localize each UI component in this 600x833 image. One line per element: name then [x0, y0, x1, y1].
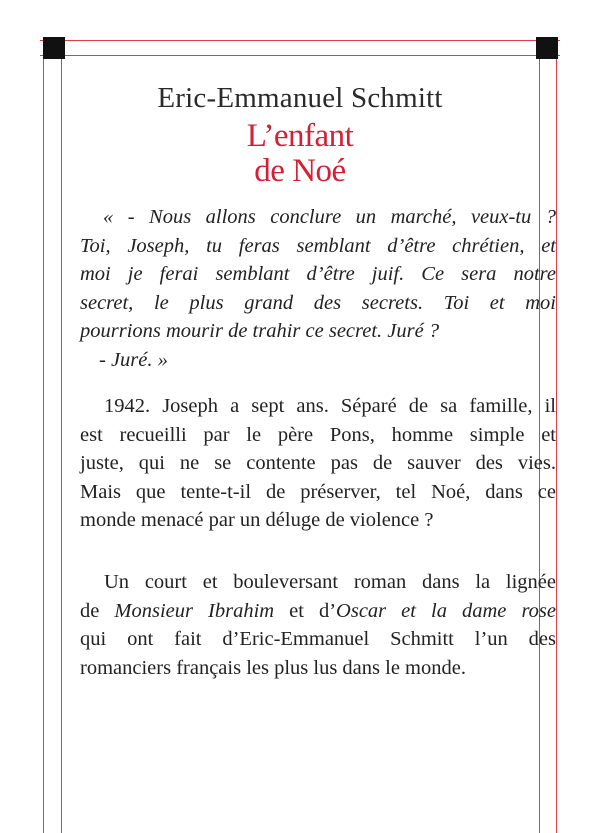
frame-top-outer	[40, 40, 560, 41]
quote-line: Toi, Joseph, tu feras semblant d’être chrétien, et	[80, 234, 556, 257]
summary-line: monde menacé par un déluge de violence ?	[80, 509, 434, 532]
pitch-line: qui ont fait d’Eric-Emmanuel Schmitt l’un des	[80, 628, 556, 651]
pitch-line	[80, 597, 556, 626]
quote-line: « - Nous allons conclure un marché, veux-tu ?	[103, 206, 556, 228]
summary-paragraph	[80, 392, 556, 535]
summary-line: est recueilli par le père Pons, homme simple et	[80, 423, 556, 446]
quote-line: secret, le plus grand des secrets. Toi et moi	[80, 291, 556, 314]
book-reference-monsieur-ibrahim: Monsieur Ibrahim	[114, 599, 275, 622]
book-title-line2: de Noé	[254, 153, 346, 189]
quote-line: moi je ferai semblant d’être juif. Ce sera notre	[80, 263, 556, 286]
corner-mark-right	[536, 37, 558, 59]
pitch-text: de	[80, 599, 115, 622]
summary-line: juste, qui ne se contente pas de sauver des vies.	[80, 452, 556, 475]
pitch-paragraph	[80, 568, 556, 682]
summary-line: Mais que tente-t-il de préserver, tel Noé, dans ce	[80, 480, 556, 503]
author-name: Eric-Emmanuel Schmitt	[157, 82, 443, 114]
quote-line: - Juré. »	[99, 348, 168, 371]
pitch-line: Un court et bouleversant roman dans la lignée	[104, 571, 556, 593]
quote-line: pourrions mourir de trahir ce secret. Juré ?	[80, 320, 440, 343]
frame-top-inner	[40, 55, 560, 56]
pitch-text: et d’	[274, 599, 337, 622]
quote-block	[80, 203, 556, 375]
summary-line: 1942. Joseph a sept ans. Séparé de sa famille, il	[104, 395, 556, 417]
corner-mark-left	[43, 37, 65, 59]
book-title-line1: L’enfant	[246, 118, 354, 154]
book-reference-oscar: Oscar et la dame rose	[336, 599, 556, 622]
pitch-line: romanciers français les plus lus dans le monde.	[80, 656, 466, 679]
